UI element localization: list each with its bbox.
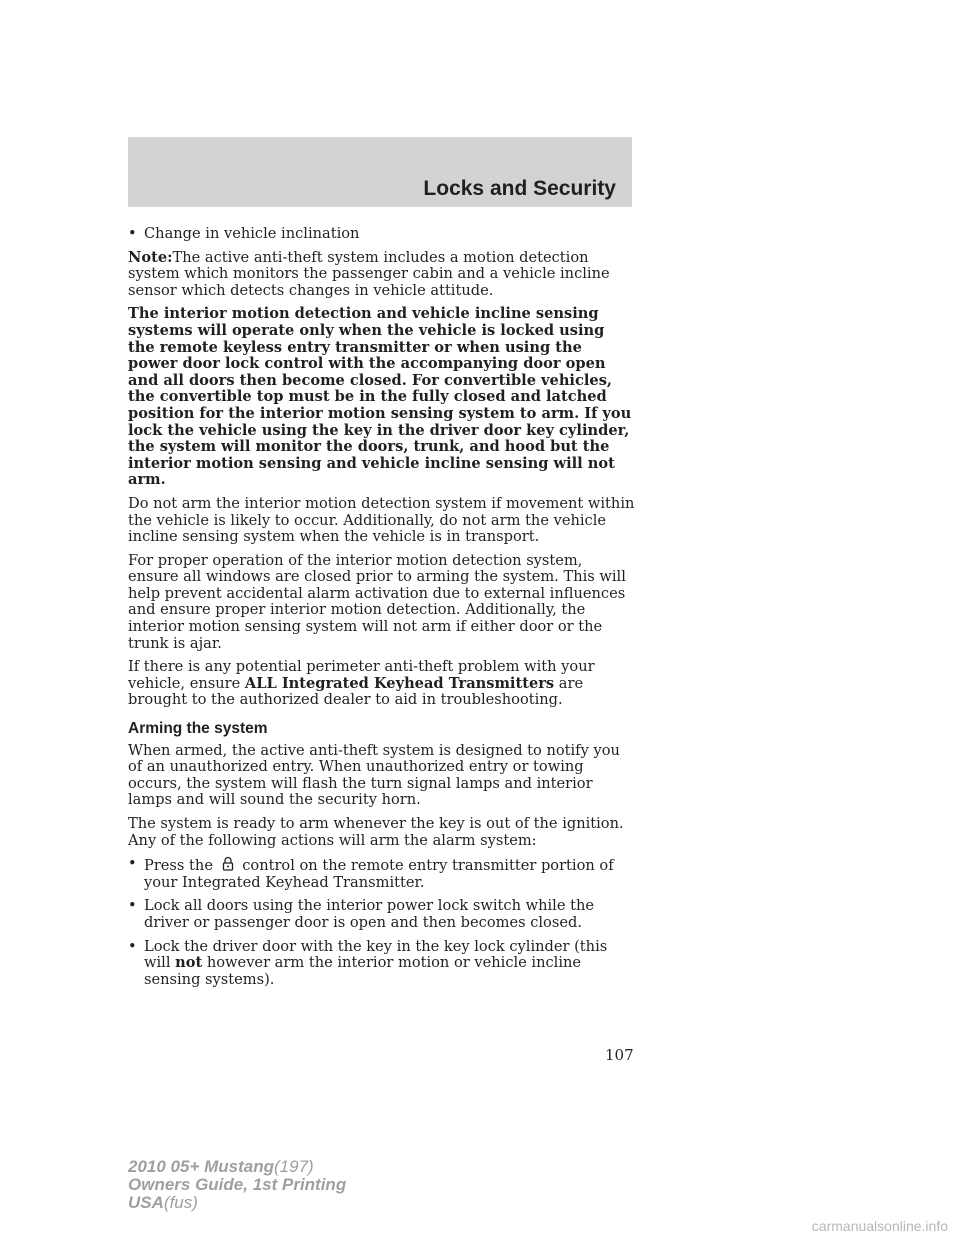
perimeter-text-bold: ALL Integrated Keyhead Transmitters (244, 674, 555, 692)
section-header-band (128, 137, 632, 207)
lock-icon (218, 856, 238, 872)
list-item (128, 226, 635, 243)
lock-key-text-start: Lock the driver door with the key in the key lock cylinder (this will (144, 937, 608, 972)
press-text-end: control on the remote entry transmitter portion of your Integrated Keyhead Transmitter. (144, 857, 614, 891)
bullet-marker: • (128, 897, 137, 915)
bullet-marker: • (128, 937, 137, 955)
lock-key-text-bold: not (175, 954, 203, 972)
warning-paragraph: The interior motion detection and vehicle incline sensing systems will operate only when the vehicle is locked using the remote keyless entry transmitter or when using the power door lock control with the accompanying door open and all doors then become closed. For convertible vehicles, the convertible top must be in the fully closed and latched position for the interior motion sensing system to arm. If you lock the vehicle using the key in the driver door key cylinder, the system will monitor the doors, trunk, and hood but the interior motion sensing and vehicle incline sensing will not arm. (128, 305, 632, 489)
paragraph-proper-operation: For proper operation of the interior motion detection system, ensure all windows are closed prior to arming the system. This will help prevent accidental alarm activation due to external influences and ensure proper interior motion detection. Additionally, the interior motion sensing system will not arm if either door or the trunk is ajar. (128, 551, 626, 652)
list-item (128, 898, 635, 931)
bullet-marker: • (128, 225, 137, 242)
perimeter-text-end: are brought to the authorized dealer to aid in troubleshooting. (128, 674, 584, 709)
paragraph-when-armed: When armed, the active anti-theft system is designed to notify you of an unauthorized entry. When unauthorized entry or towing occurs, the system will flash the turn signal lamps and interior lamps and will sound the security horn. (128, 741, 620, 809)
footer-market-code: (fus) (163, 1193, 198, 1212)
press-text-start: Press the (144, 857, 213, 875)
note-label: Note: (128, 248, 173, 266)
footer-line-3 (128, 1194, 346, 1212)
paragraph-do-not-arm: Do not arm the interior motion detection system if movement within the vehicle is likely to occur. Additionally, do not arm the vehicle incline sensing system when the vehicle is in transport. (128, 494, 635, 546)
lock-key-text-end: however arm the interior motion or vehicle incline sensing systems). (144, 954, 582, 988)
list-item (128, 939, 635, 989)
bullet-text (144, 856, 635, 891)
page-number: 107 (605, 1046, 634, 1064)
footer-line-2: Owners Guide, 1st Printing (128, 1175, 347, 1194)
subheading-arming: Arming the system (128, 720, 268, 738)
bullet-text: Lock all doors using the interior power lock switch while the driver or passenger door is open and then becomes closed. (144, 897, 595, 931)
footer-model-code: (197) (274, 1157, 314, 1176)
paragraph-perimeter (128, 659, 635, 709)
section-title: Locks and Security (423, 177, 616, 200)
note-text: The active anti-theft system includes a motion detection system which monitors the passenger cabin and a vehicle incline sensor which detects changes in vehicle attitude. (128, 248, 610, 299)
bullet-text: Change in vehicle inclination (144, 225, 360, 242)
bullet-text (144, 939, 635, 989)
perimeter-text-start: If there is any potential perimeter anti-theft problem with your vehicle, ensure (128, 658, 595, 692)
watermark: carmanualsonline.info (811, 1218, 948, 1234)
footer-print-info (128, 1158, 346, 1212)
bullet-marker: • (128, 855, 137, 873)
list-item (128, 856, 635, 891)
footer-market: USA (128, 1193, 164, 1212)
paragraph-ready: The system is ready to arm whenever the key is out of the ignition. Any of the following actions will arm the alarm system: (128, 815, 624, 849)
footer-model: 2010 05+ Mustang (128, 1157, 274, 1176)
page-body (128, 226, 635, 995)
footer-line-1 (128, 1158, 346, 1176)
note-paragraph (128, 250, 635, 300)
